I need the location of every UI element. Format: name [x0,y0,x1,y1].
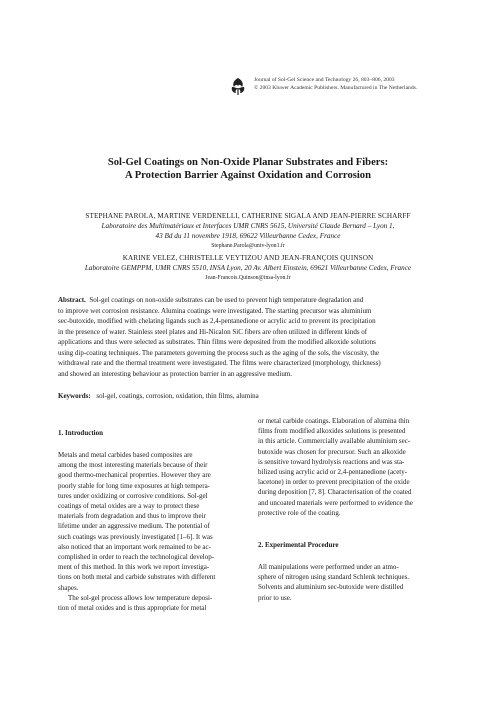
text-line: such coatings was previously investigated [1–6]. It was [58,532,213,541]
keywords-text: sol-gel, coatings, corrosion, oxidation, thin films, alumina [96,392,259,400]
text-line: complished in order to reach the technological develop- [58,553,215,562]
affiliation-1-line-2: 43 Bd du 11 novembre 1918, 69622 Villeurbanne Cedex, France [155,232,341,240]
abstract-line: sec-butoxide, modified with chelating ligands such as 2,4-pentanedione or acrylic acid to prevent its precipitation [58,317,376,325]
text-line: The sol-gel process allows low temperature deposi- [68,593,213,602]
text-line: among the most interesting materials because of their [58,461,208,470]
author-email-2[interactable]: Jean-Francois.Quinson@insa-lyon.fr [205,275,291,281]
text-line: lacetone) in order to prevent precipitation of the oxide [258,478,410,487]
author-email-1[interactable]: Stephane.Parola@univ-lyon1.fr [211,243,285,249]
text-line: poorly stable for long time exposures at high tempera- [58,481,211,490]
abstract-line: withdrawal rate and the thermal treatment were investigated. The films were characterized (morphology, thickness) [58,359,381,367]
text-line: materials from degradation and thus to improve their [58,512,206,521]
text-line: prior to use. [258,593,292,602]
text-line: lifetime under an aggressive medium. The potential of [58,522,210,531]
text-line: tion of metal oxides and is thus appropriate for metal [58,604,207,613]
text-line: Metals and metal carbides based composites are [58,451,193,459]
abstract-line: to improve wet corrosion resistance. Alumina coatings were investigated. The starting precursor was aluminium [58,306,372,315]
text-line: protective role of the coating. [258,508,341,517]
left-column [58,416,242,613]
affiliation-2-line-1: Laboratoire GEMPPM, UMR CNRS 5510, INSA Lyon, 20 Av. Albert Einstein, 69621 Villeurbanne Cedex, France [84,264,412,272]
abstract-label: Abstract. [58,296,86,304]
text-line: coatings of metal oxides are a way to protect these [58,502,200,511]
text-line: during deposition [7, 8]. Characterisation of the coated [258,488,412,497]
journal-copyright: © 2003 Kluwer Academic Publishers. Manufactured in The Netherlands. [254,85,418,91]
text-line: All manipulations were performed under an atmo- [258,563,399,572]
abstract-line: and showed an interesting behaviour as protection barrier in an aggressive medium. [58,369,293,378]
text-line: also noticed that an important work remained to be ac- [58,542,211,551]
text-line: butoxide was chosen for precursor. Such an alkoxide [258,447,406,456]
intro-paragraph-2-continued [258,416,442,518]
text-line: or metal carbide coatings. Elaboration of alumina thin [258,417,410,425]
title-line-2: A Protection Barrier Against Oxidation and Corrosion [124,170,371,181]
journal-header [228,76,458,96]
text-line: tures under oxidizing or corrosive conditions. Sol-gel [58,491,208,500]
text-line: is sensitive toward hydrolysis reactions and was sta- [258,457,405,466]
text-line: bilized using acrylic acid or 2,4-pentanedione (acety- [258,468,408,477]
abstract-line: Sol-gel coatings on non-oxide substrates can be used to prevent high temperature degradation and [89,296,364,304]
abstract [58,295,438,379]
text-line: good thermo-mechanical properties. However they are [58,471,211,480]
title-line-1: Sol-Gel Coatings on Non-Oxide Planar Substrates and Fibers: [107,157,389,168]
author-block-1 [40,211,456,251]
experimental-paragraph-1 [258,562,442,603]
author-names-2: KARINE VELEZ, CHRISTELLE VEYTIZOU AND JEAN-FRANÇOIS QUINSON [122,254,374,262]
section-heading-introduction: 1. Introduction [58,429,103,437]
right-column [258,416,442,603]
keywords-label: Keywords: [58,392,91,400]
text-line: Solvents and aluminium sec-butoxide were distilled [258,583,404,592]
intro-paragraph-1 [58,450,242,593]
affiliation-1-line-1: Laboratoire des Multimatériaux et Interfaces UMR CNRS 5615, Université Claude Bernard – Lyon 1, [101,222,395,230]
keywords [58,391,259,401]
abstract-line: using dip-coating techniques. The parameters governing the process such as the aging of the sols, the viscosity, the [58,348,379,357]
journal-citation: Journal of Sol-Gel Science and Technology 26, 803–806, 2003 [254,77,395,83]
section-heading-experimental: 2. Experimental Procedure [258,541,339,550]
abstract-line: applications and thus were selected as substrates. Thin films were deposited from the modified alkoxide solutions [58,338,376,346]
text-line: in this article. Commercially available aluminium sec- [258,437,411,446]
text-line: tions on both metal and carbide substrates with different [58,573,216,582]
text-line: sphere of nitrogen using standard Schlenk techniques. [258,573,410,582]
text-line: films from modified alkoxides solutions is presented [258,427,406,436]
abstract-line: in the presence of water. Stainless steel plates and Hi-Nicalon SiC fibers are often utilized in different kinds of [58,327,368,336]
publisher-logo-icon [228,76,248,96]
text-line: ment of this method. In this work we report investiga- [58,563,210,572]
text-line: shapes. [58,583,79,592]
intro-paragraph-2 [58,593,242,613]
text-line: and uncoated materials were performed to evidence the [258,498,413,507]
paper-title [40,156,456,182]
author-block-2 [40,253,456,283]
author-names-1: STEPHANE PAROLA, MARTINE VERDENELLI, CATHERINE SIGALA AND JEAN-PIERRE SCHARFF [85,212,411,220]
